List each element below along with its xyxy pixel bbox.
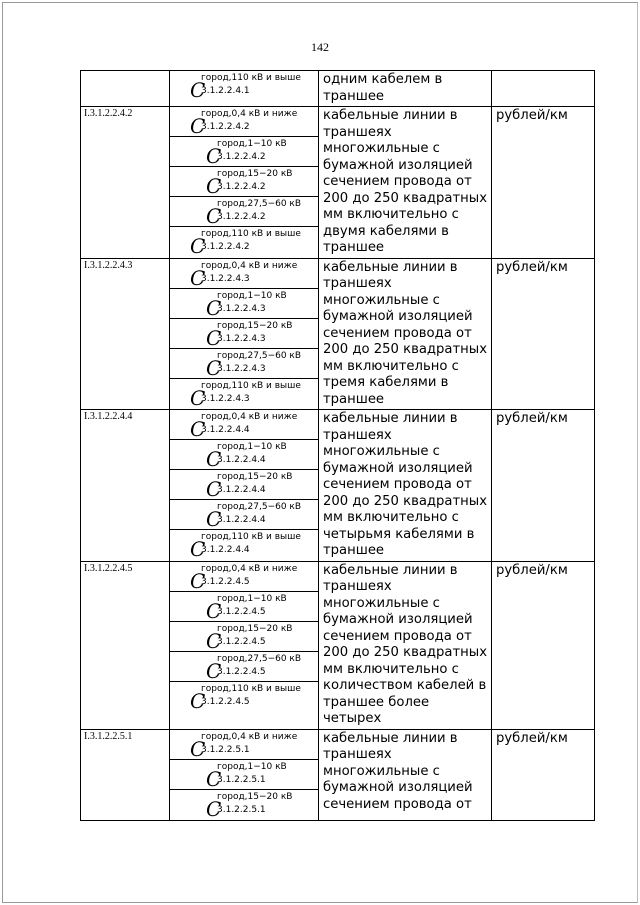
row-unit: рублей/км [492, 258, 595, 410]
formula-symbol: C [190, 385, 206, 410]
formula-subscript: 3.1.2.2.4.2 [217, 212, 266, 222]
cost-formula [206, 320, 326, 350]
formula-superscript: город,15−20 кВ [217, 169, 293, 179]
formula-superscript: город,27,5−60 кВ [217, 350, 302, 361]
cost-formula [206, 199, 326, 228]
formula-subscript: 3.1.2.2.4.5 [217, 606, 266, 617]
formula-superscript: город,0,4 кВ и ниже [201, 260, 298, 271]
cost-formula [206, 290, 326, 320]
formula-superscript: город,1−10 кВ [217, 593, 287, 604]
formula-box [170, 289, 318, 319]
formula-subscript: 3.1.2.2.4.3 [217, 303, 266, 314]
formula-box [170, 197, 318, 227]
formula-superscript: город,15−20 кВ [217, 472, 293, 482]
formula-symbol: C [206, 204, 222, 228]
table-row [81, 729, 595, 820]
formula-superscript: город,1−10 кВ [217, 139, 287, 149]
formula-subscript: 3.1.2.2.4.5 [201, 576, 250, 587]
formula-subscript: 3.1.2.2.4.3 [217, 333, 266, 344]
row-unit: рублей/км [492, 107, 595, 259]
formula-box [170, 137, 318, 167]
formula-subscript: 3.1.2.2.5.1 [201, 744, 250, 755]
cost-formula [190, 683, 310, 713]
formula-symbol: C [190, 265, 206, 290]
formula-symbol: C [206, 477, 222, 501]
formula-symbol: C [190, 537, 206, 561]
formula-subscript: 3.1.2.2.4.3 [201, 393, 250, 404]
formula-superscript: город,0,4 кВ и ниже [201, 109, 298, 119]
row-code: I.3.1.2.2.4.5 [81, 561, 170, 729]
formula-box [170, 530, 318, 560]
row-unit: рублей/км [492, 729, 595, 820]
formula-symbol: C [190, 736, 206, 761]
table-row [81, 107, 595, 259]
cost-formula [206, 791, 326, 821]
formula-subscript: 3.1.2.2.4.5 [201, 696, 250, 707]
cost-formula [206, 350, 326, 380]
formula-superscript: город,27,5−60 кВ [217, 653, 302, 664]
formula-box [170, 71, 318, 101]
cost-formula [206, 623, 326, 653]
formula-symbol: C [206, 766, 222, 791]
formula-symbol: C [206, 628, 222, 653]
cost-formula [206, 502, 326, 531]
formula-superscript: город,110 кВ и выше [201, 532, 301, 542]
formula-superscript: город,15−20 кВ [217, 623, 293, 634]
cost-formula [190, 109, 310, 138]
formula-superscript: город,27,5−60 кВ [217, 502, 302, 512]
formula-superscript: город,1−10 кВ [217, 761, 287, 772]
cost-formula [206, 653, 326, 683]
formula-box [170, 652, 318, 682]
formula-symbol: C [206, 295, 222, 320]
formula-symbol: C [190, 417, 206, 441]
cost-formula [206, 442, 326, 471]
formula-subscript: 3.1.2.2.4.2 [201, 242, 250, 252]
formula-box [170, 440, 318, 470]
formula-symbol: C [206, 598, 222, 623]
table-row [81, 71, 595, 107]
formula-symbol: C [206, 796, 222, 821]
formula-superscript: город,1−10 кВ [217, 290, 287, 301]
formula-box [170, 167, 318, 197]
formula-box [170, 790, 318, 820]
formula-box [170, 730, 318, 760]
formula-subscript: 3.1.2.2.5.1 [217, 774, 266, 785]
table-row [81, 258, 595, 410]
table-row [81, 410, 595, 562]
formula-box [170, 349, 318, 379]
cost-formula [190, 260, 310, 290]
formula-superscript: город,0,4 кВ и ниже [201, 563, 298, 574]
cost-formula [190, 380, 310, 410]
formula-symbol: C [206, 658, 222, 683]
formula-symbol: C [190, 78, 206, 102]
formula-subscript: 3.1.2.2.4.2 [201, 122, 250, 132]
formula-symbol: C [190, 234, 206, 258]
formula-box [170, 379, 318, 409]
formula-box [170, 470, 318, 500]
cost-formula [206, 761, 326, 791]
formula-superscript: город,110 кВ и выше [201, 229, 301, 239]
row-description: кабельные линии в траншеях многожильные с бумажной изоляцией сечением провода от 200 до 250 квадратных мм включительно с двумя кабелями в траншее [319, 107, 492, 259]
formula-box [170, 259, 318, 289]
row-code: I.3.1.2.2.4.4 [81, 410, 170, 562]
formula-cell [170, 561, 319, 729]
formula-subscript: 3.1.2.2.4.3 [201, 273, 250, 284]
formula-superscript: город,0,4 кВ и ниже [201, 731, 298, 742]
formula-subscript: 3.1.2.2.4.4 [217, 455, 266, 465]
formula-box [170, 319, 318, 349]
row-unit [492, 71, 595, 107]
formula-symbol: C [190, 688, 206, 713]
cost-formula [190, 532, 310, 561]
row-description: кабельные линии в траншеях многожильные с бумажной изоляцией сечением провода от 200 до 250 квадратных мм включительно с тремя кабелями в траншее [319, 258, 492, 410]
formula-superscript: город,0,4 кВ и ниже [201, 412, 298, 422]
row-code: I.3.1.2.2.4.2 [81, 107, 170, 259]
cost-formula [190, 229, 310, 258]
formula-cell [170, 258, 319, 410]
formula-superscript: город,110 кВ и выше [201, 683, 301, 694]
formula-symbol: C [206, 355, 222, 380]
formula-superscript: город,1−10 кВ [217, 442, 287, 452]
row-description: одним кабелем в траншее [319, 71, 492, 107]
cost-formula [190, 73, 310, 102]
tariff-table [80, 70, 595, 821]
row-code: I.3.1.2.2.4.3 [81, 258, 170, 410]
formula-subscript: 3.1.2.2.4.4 [217, 485, 266, 495]
row-unit: рублей/км [492, 561, 595, 729]
formula-subscript: 3.1.2.2.4.4 [201, 425, 250, 435]
formula-box [170, 622, 318, 652]
formula-box [170, 107, 318, 137]
cost-formula [206, 139, 326, 168]
formula-superscript: город,27,5−60 кВ [217, 199, 302, 209]
formula-cell [170, 410, 319, 562]
row-description: кабельные линии в траншеях многожильные с бумажной изоляцией сечением провода от [319, 729, 492, 820]
cost-formula [190, 563, 310, 593]
formula-subscript: 3.1.2.2.4.3 [217, 363, 266, 374]
formula-symbol: C [206, 144, 222, 168]
formula-cell [170, 729, 319, 820]
formula-superscript: город,110 кВ и выше [201, 380, 301, 391]
formula-symbol: C [190, 568, 206, 593]
row-code: I.3.1.2.2.5.1 [81, 729, 170, 820]
formula-subscript: 3.1.2.2.4.1 [201, 86, 250, 96]
formula-subscript: 3.1.2.2.4.2 [217, 152, 266, 162]
formula-subscript: 3.1.2.2.4.5 [217, 666, 266, 677]
cost-formula [206, 169, 326, 198]
cost-formula [190, 731, 310, 761]
formula-subscript: 3.1.2.2.5.1 [217, 804, 266, 815]
formula-subscript: 3.1.2.2.4.5 [217, 636, 266, 647]
formula-box [170, 410, 318, 440]
row-unit: рублей/км [492, 410, 595, 562]
cost-formula [206, 472, 326, 501]
row-description: кабельные линии в траншеях многожильные с бумажной изоляцией сечением провода от 200 до 250 квадратных мм включительно с количеством кабелей в траншее более четырех [319, 561, 492, 729]
formula-symbol: C [206, 174, 222, 198]
formula-symbol: C [206, 507, 222, 531]
formula-box [170, 562, 318, 592]
formula-box [170, 760, 318, 790]
formula-superscript: город,110 кВ и выше [201, 73, 301, 83]
formula-symbol: C [206, 447, 222, 471]
formula-subscript: 3.1.2.2.4.4 [201, 545, 250, 555]
formula-subscript: 3.1.2.2.4.2 [217, 182, 266, 192]
formula-symbol: C [190, 114, 206, 138]
page-number: 142 [311, 40, 329, 54]
formula-box [170, 227, 318, 257]
formula-box [170, 682, 318, 712]
cost-formula [190, 412, 310, 441]
formula-box [170, 592, 318, 622]
row-code [81, 71, 170, 107]
formula-subscript: 3.1.2.2.4.4 [217, 515, 266, 525]
cost-formula [206, 593, 326, 623]
formula-superscript: город,15−20 кВ [217, 791, 293, 802]
table-row [81, 561, 595, 729]
row-description: кабельные линии в траншеях многожильные с бумажной изоляцией сечением провода от 200 до 250 квадратных мм включительно с четырьмя кабелями в траншее [319, 410, 492, 562]
formula-box [170, 500, 318, 530]
formula-cell [170, 107, 319, 259]
formula-symbol: C [206, 325, 222, 350]
formula-cell [170, 71, 319, 107]
formula-superscript: город,15−20 кВ [217, 320, 293, 331]
